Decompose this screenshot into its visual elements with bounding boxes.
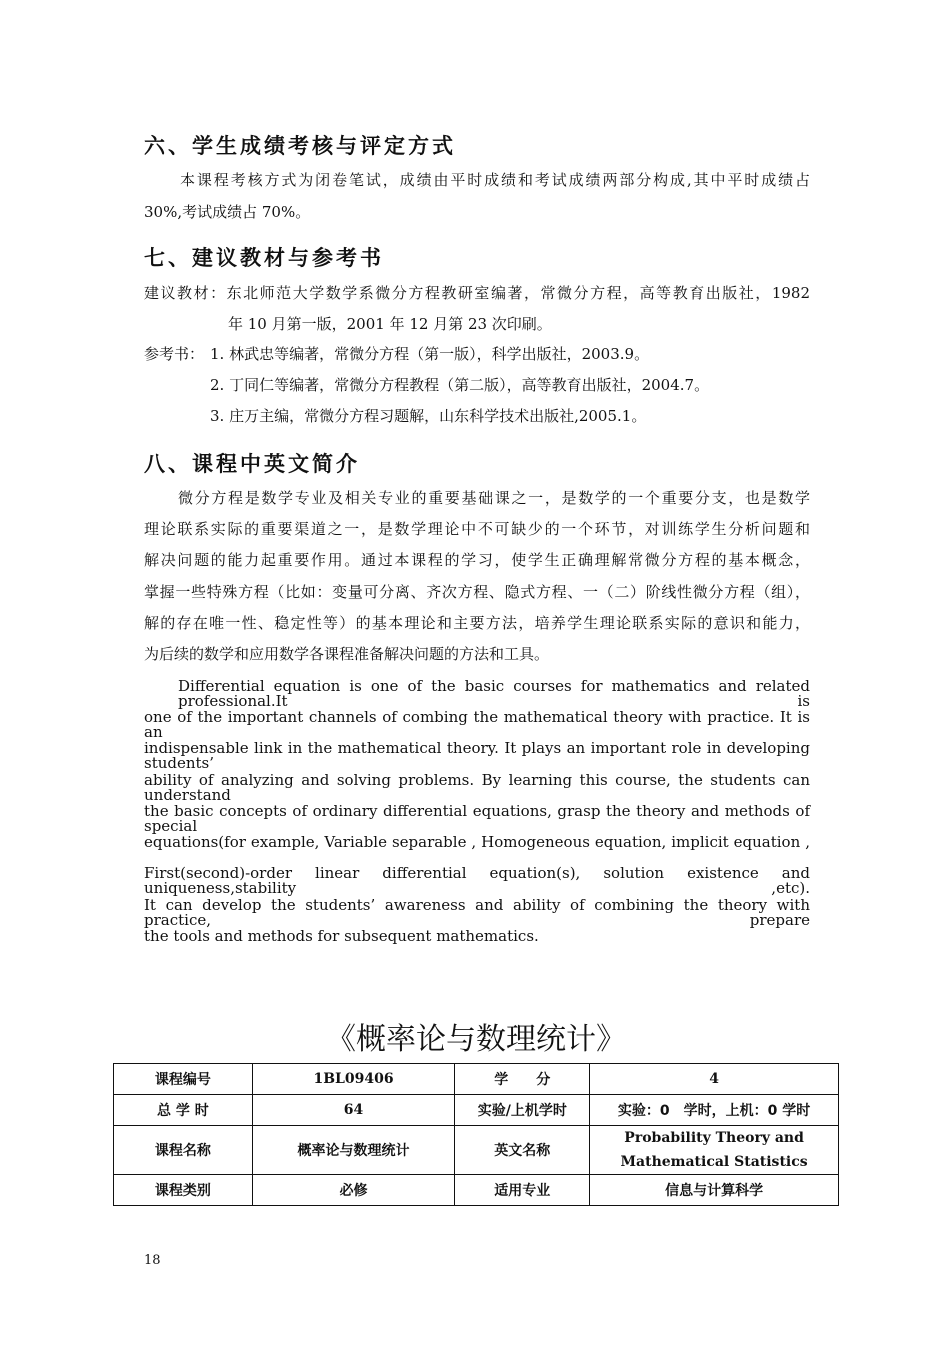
credits-label: 学 分 xyxy=(455,1064,590,1095)
reference-2: 2. 丁同仁等编著，常微分方程教程（第二版），高等教育出版社，2004.7。 xyxy=(210,376,710,394)
textbook-line-1: 建议教材：东北师范大学数学系微分方程教研室编著，常微分方程，高等教育出版社，1982 xyxy=(144,284,810,302)
lab-hours-value: 实验：0 学时，上机：0 学时 xyxy=(590,1095,839,1126)
section-6-line-2: 30%,考试成绩占 70%。 xyxy=(144,203,311,221)
course-code-label: 课程编号 xyxy=(114,1064,253,1095)
course-category-value: 必修 xyxy=(252,1175,455,1206)
en-intro-line-7: First(second)-order linear differential equation(s), solution existence and uniqueness,stability ,etc). xyxy=(144,864,810,897)
table-row xyxy=(114,1064,839,1095)
total-hours-value: 64 xyxy=(252,1095,455,1126)
en-intro-line-3: indispensable link in the mathematical theory. It plays an important role in developing students’ xyxy=(144,739,810,772)
cn-intro-line-6: 为后续的数学和应用数学各课程准备解决问题的方法和工具。 xyxy=(144,645,550,663)
course-name-label: 课程名称 xyxy=(114,1126,253,1175)
table-row xyxy=(114,1095,839,1126)
section-6-heading: 六、学生成绩考核与评定方式 xyxy=(144,134,456,158)
cn-intro-line-5: 解的存在唯一性、稳定性等）的基本理论和主要方法，培养学生理论联系实际的意识和能力， xyxy=(144,614,810,632)
course-code-value: 1BL09406 xyxy=(252,1064,455,1095)
english-name-line-1: Probability Theory and xyxy=(624,1130,804,1146)
en-intro-line-6: equations(for example, Variable separable , Homogeneous equation, implicit equation , xyxy=(144,833,810,851)
section-7-heading: 七、建议教材与参考书 xyxy=(144,246,384,270)
table-row xyxy=(114,1175,839,1206)
cn-intro-line-4: 掌握一些特殊方程（比如：变量可分离、齐次方程、隐式方程、一（二）阶线性微分方程（组）， xyxy=(144,583,810,601)
section-6-line-1: 本课程考核方式为闭卷笔试，成绩由平时成绩和考试成绩两部分构成,其中平时成绩占 xyxy=(180,171,810,189)
en-intro-line-5: the basic concepts of ordinary differential equations, grasp the theory and methods of special xyxy=(144,802,810,835)
en-intro-line-9: the tools and methods for subsequent mathematics. xyxy=(144,927,539,945)
page-number: 18 xyxy=(144,1253,161,1268)
reference-3: 3. 庄万主编，常微分方程习题解，山东科学技术出版社,2005.1。 xyxy=(210,407,647,425)
course-title: 《概率论与数理统计》 xyxy=(326,1022,626,1057)
english-name-line-2: Mathematical Statistics xyxy=(620,1154,808,1170)
lab-hours-label: 实验/上机学时 xyxy=(455,1095,590,1126)
reference-1: 1. 林武忠等编著，常微分方程（第一版），科学出版社，2003.9。 xyxy=(210,345,650,363)
major-label: 适用专业 xyxy=(455,1175,590,1206)
textbook-line-2: 年 10 月第一版，2001 年 12 月第 23 次印刷。 xyxy=(228,315,552,333)
en-intro-line-8: It can develop the students’ awareness and ability of combining the theory with practice, prepare xyxy=(144,896,810,929)
english-name-label: 英文名称 xyxy=(455,1126,590,1175)
cn-intro-line-1: 微分方程是数学专业及相关专业的重要基础课之一，是数学的一个重要分支，也是数学 xyxy=(178,489,810,507)
en-intro-line-4: ability of analyzing and solving problems. By learning this course, the students can understand xyxy=(144,771,810,804)
cn-intro-line-3: 解决问题的能力起重要作用。通过本课程的学习，使学生正确理解常微分方程的基本概念， xyxy=(144,551,810,569)
reference-prefix: 参考书： xyxy=(144,345,205,363)
section-8-heading: 八、课程中英文简介 xyxy=(144,452,360,476)
en-intro-line-1: Differential equation is one of the basic courses for mathematics and related professional.It is xyxy=(178,677,810,710)
course-category-label: 课程类别 xyxy=(114,1175,253,1206)
en-intro-line-2: one of the important channels of combing the mathematical theory with practice. It is an xyxy=(144,708,810,741)
course-name-value: 概率论与数理统计 xyxy=(252,1126,455,1175)
english-name-value xyxy=(590,1126,839,1175)
cn-intro-line-2: 理论联系实际的重要渠道之一，是数学理论中不可缺少的一个环节，对训练学生分析问题和 xyxy=(144,520,810,538)
table-row xyxy=(114,1126,839,1175)
total-hours-label: 总 学 时 xyxy=(114,1095,253,1126)
major-value: 信息与计算科学 xyxy=(590,1175,839,1206)
credits-value: 4 xyxy=(590,1064,839,1095)
course-info-table xyxy=(113,1063,839,1206)
